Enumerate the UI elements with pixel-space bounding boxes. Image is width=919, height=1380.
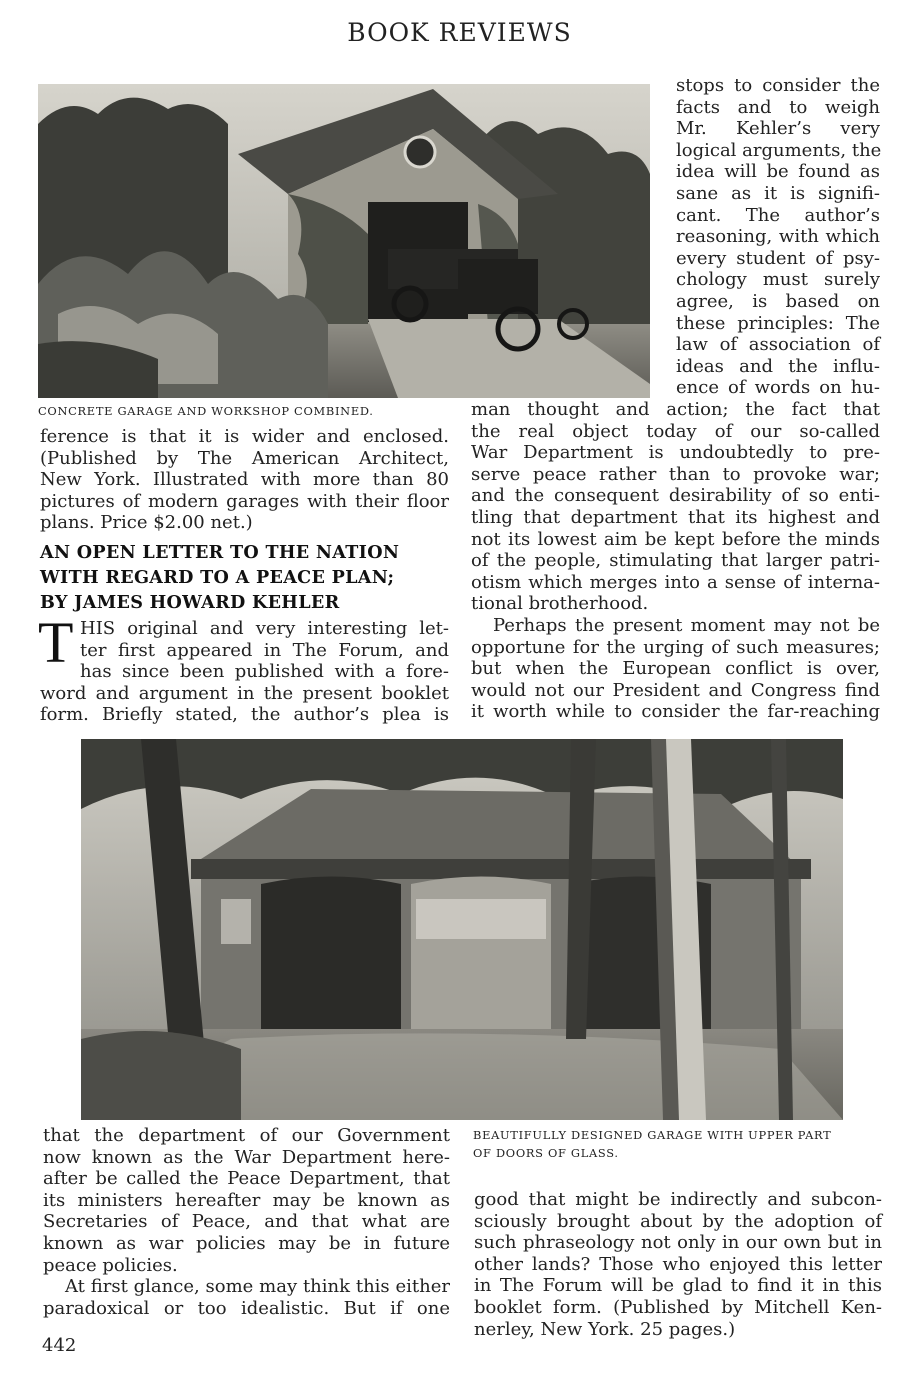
photo-top bbox=[38, 84, 650, 398]
text-line: opportune for the urging of such measures; bbox=[471, 636, 880, 658]
drop-cap: T bbox=[38, 610, 74, 675]
review-heading-line: AN OPEN LETTER TO THE NATION bbox=[40, 542, 400, 563]
caption-line: OF DOORS OF GLASS. bbox=[473, 1146, 619, 1160]
text-line: tling that department that its highest and bbox=[471, 507, 880, 528]
text-line: reasoning, with which bbox=[676, 226, 880, 248]
caption-line: BEAUTIFULLY DESIGNED GARAGE WITH UPPER PART bbox=[473, 1128, 832, 1142]
text-line: now known as the War Department here- bbox=[43, 1146, 450, 1168]
photo-bottom-caption bbox=[473, 1126, 883, 1162]
text-line: plans. Price $2.00 net.) bbox=[40, 512, 253, 534]
photo-top-caption: CONCRETE GARAGE AND WORKSHOP COMBINED. bbox=[38, 404, 374, 418]
text-line: but when the European conflict is over, bbox=[471, 658, 880, 680]
text-line: idea will be found as bbox=[676, 161, 880, 183]
text-line: such phraseology not only in our own but in bbox=[474, 1232, 882, 1254]
text-line: ence of words on hu- bbox=[676, 377, 880, 399]
running-head: BOOK REVIEWS bbox=[347, 18, 572, 47]
text-line: pictures of modern garages with their floor bbox=[40, 490, 449, 512]
text-line: Secretaries of Peace, and that what are bbox=[43, 1211, 450, 1233]
text-line: otism which merges into a sense of interna- bbox=[471, 571, 880, 593]
text-line: logical arguments, the bbox=[676, 139, 882, 161]
text-line: ference is that it is wider and enclosed. bbox=[40, 426, 449, 447]
text-line: these principles: The bbox=[676, 312, 880, 334]
text-line: word and argument in the present booklet bbox=[40, 682, 449, 704]
photo-bottom bbox=[81, 739, 843, 1120]
text-line: sane as it is signifi- bbox=[676, 183, 880, 204]
text-line: chology must surely bbox=[676, 269, 880, 291]
text-line: (Published by The American Architect, bbox=[40, 447, 449, 469]
text-line: New York. Illustrated with more than 80 bbox=[40, 469, 449, 491]
text-line: ideas and the influ- bbox=[676, 355, 880, 377]
text-line: in The Forum will be glad to find it in this bbox=[474, 1275, 882, 1297]
text-line: agree, is based on bbox=[676, 291, 880, 312]
text-line: sciously brought about by the adoption of bbox=[474, 1210, 882, 1232]
page-number: 442 bbox=[42, 1335, 77, 1356]
garage-woods-photo-icon bbox=[81, 739, 843, 1120]
text-line: At first glance, some may think this either bbox=[65, 1276, 450, 1298]
text-line: law of association of bbox=[676, 334, 880, 356]
text-line: serve peace rather than to provoke war; bbox=[471, 463, 880, 485]
text-line: man thought and action; the fact that bbox=[471, 399, 880, 420]
garage-ivy-photo-icon bbox=[38, 84, 650, 398]
text-line: other lands? Those who enjoyed this letter bbox=[474, 1253, 882, 1275]
text-line: and the consequent desirability of so enti- bbox=[471, 485, 880, 507]
text-line: every student of psy- bbox=[676, 247, 880, 269]
review-heading-line: WITH REGARD TO A PEACE PLAN; bbox=[40, 567, 395, 588]
text-line: peace policies. bbox=[43, 1254, 178, 1276]
text-line: would not our President and Congress find bbox=[471, 679, 880, 701]
text-line: form. Briefly stated, the author’s plea is bbox=[40, 704, 449, 726]
text-line: tional brotherhood. bbox=[471, 593, 649, 615]
text-line: the real object today of our so-called bbox=[471, 420, 880, 442]
review-heading-line: BY JAMES HOWARD KEHLER bbox=[40, 592, 340, 613]
text-line: good that might be indirectly and subcon- bbox=[474, 1189, 882, 1210]
text-line: stops to consider the bbox=[676, 75, 880, 96]
text-line: ter first appeared in The Forum, and bbox=[80, 639, 449, 661]
text-line: not its lowest aim be kept before the minds bbox=[471, 528, 880, 550]
text-line: paradoxical or too idealistic. But if one bbox=[43, 1297, 450, 1319]
text-line: has since been published with a fore- bbox=[80, 661, 449, 683]
text-line: facts and to weigh bbox=[676, 96, 880, 118]
text-line: Mr. Kehler’s very bbox=[676, 118, 880, 140]
text-line: Perhaps the present moment may not be bbox=[493, 615, 880, 636]
text-line: HIS original and very interesting let- bbox=[80, 618, 449, 639]
text-line: of the people, stimulating that larger patri- bbox=[471, 550, 880, 572]
text-line: nerley, New York. 25 pages.) bbox=[474, 1318, 736, 1340]
text-line: it worth while to consider the far-reaching bbox=[471, 701, 880, 723]
text-line: after be called the Peace Department, that bbox=[43, 1168, 450, 1190]
text-line: its ministers hereafter may be known as bbox=[43, 1189, 450, 1211]
text-line: cant. The author’s bbox=[676, 204, 880, 226]
text-line: booklet form. (Published by Mitchell Ken- bbox=[474, 1297, 882, 1318]
text-line: that the department of our Government bbox=[43, 1125, 450, 1146]
text-line: War Department is undoubtedly to pre- bbox=[471, 442, 880, 464]
text-line: known as war policies may be in future bbox=[43, 1233, 450, 1254]
